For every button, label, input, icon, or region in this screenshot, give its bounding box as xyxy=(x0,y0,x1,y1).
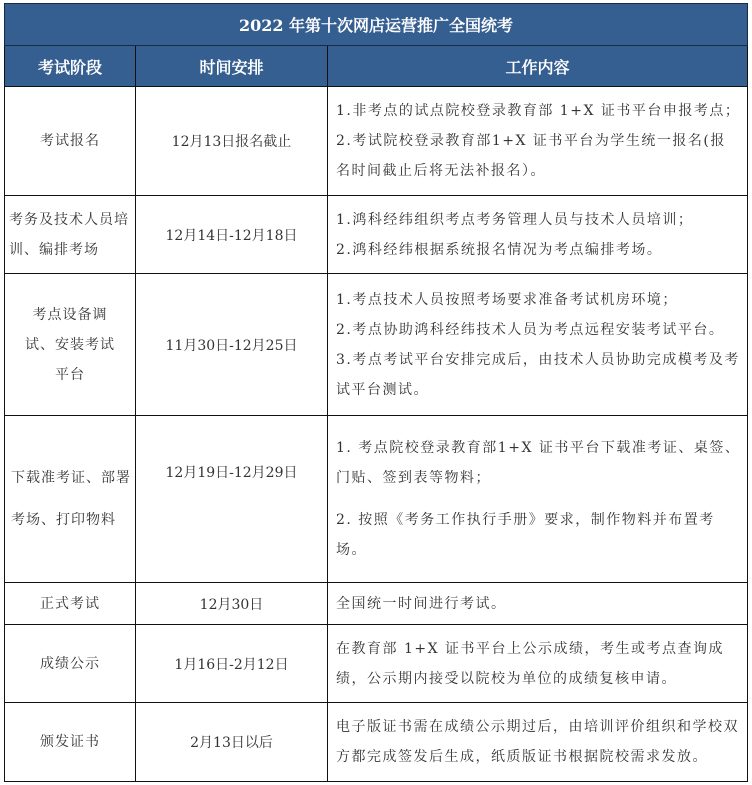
content-cell xyxy=(328,625,748,703)
time-cell: 2月13日以后 xyxy=(136,703,328,782)
content-cell xyxy=(328,196,748,274)
content-cell xyxy=(328,703,748,782)
stage-cell: 考试报名 xyxy=(5,87,136,196)
content-line: 电子版证书需在成绩公示期过后，由培训评价组织和学校双方都完成签发后生成，纸质版证书根据院校需求发放。 xyxy=(336,719,739,765)
table-row xyxy=(5,583,748,625)
content-line: 2. 按照《考务工作执行手册》要求，制作物料并布置考场。 xyxy=(336,512,715,558)
stage-cell: 正式考试 xyxy=(5,583,136,625)
table-row xyxy=(5,196,748,274)
column-header-stage: 考试阶段 xyxy=(5,46,136,87)
time-cell: 12月14日-12月18日 xyxy=(136,196,328,274)
table-title-row xyxy=(5,4,748,46)
table-row xyxy=(5,416,748,583)
content-line: 1.考点技术人员按照考场要求准备考试机房环境； xyxy=(336,291,678,308)
table-row xyxy=(5,274,748,416)
stage-cell: 下载准考证、部署考场、打印物料 xyxy=(5,416,136,583)
stage-cell: 考点设备调试、安装考试平台 xyxy=(5,274,136,416)
exam-schedule-table xyxy=(4,3,748,782)
time-cell: 1月16日-2月12日 xyxy=(136,625,328,703)
table-row xyxy=(5,703,748,782)
table-title: 2022 年第十次网店运营推广全国统考 xyxy=(5,4,748,46)
content-cell xyxy=(328,87,748,196)
table-header-row xyxy=(5,46,748,87)
column-header-time: 时间安排 xyxy=(136,46,328,87)
content-line: 在教育部 1+X 证书平台上公示成绩，考生或考点查询成绩，公示期内接受以院校为单位的成绩复核申请。 xyxy=(336,640,725,687)
content-line: 2.鸿科经纬根据系统报名情况为考点编排考场。 xyxy=(336,241,663,258)
stage-cell: 颁发证书 xyxy=(5,703,136,782)
content-line: 3.考点考试平台安排完成后，由技术人员协助完成模考及考试平台测试。 xyxy=(336,351,740,398)
time-cell: 11月30日-12月25日 xyxy=(136,274,328,416)
time-cell: 12月19日-12月29日 xyxy=(136,416,328,583)
content-line: 2.考点协助鸿科经纬技术人员为考点远程安装考试平台。 xyxy=(336,321,725,338)
content-line: 1.非考点的试点院校登录教育部 1+X 证书平台申报考点； xyxy=(336,103,741,119)
content-line: 1.鸿科经纬组织考点考务管理人员与技术人员培训； xyxy=(336,211,694,228)
column-header-content: 工作内容 xyxy=(328,46,748,87)
content-line: 全国统一时间进行考试。 xyxy=(336,595,507,612)
time-cell: 12月13日报名截止 xyxy=(136,87,328,196)
content-line: 1. 考点院校登录教育部1+X 证书平台下载准考证、桌签、门贴、签到表等物料； xyxy=(336,440,741,486)
content-line: 2.考试院校登录教育部1+X 证书平台为学生统一报名(报名时间截止后将无法补报名）。 xyxy=(336,133,726,179)
content-cell xyxy=(328,274,748,416)
content-cell xyxy=(328,583,748,625)
table-row xyxy=(5,87,748,196)
stage-cell: 成绩公示 xyxy=(5,625,136,703)
table-row xyxy=(5,625,748,703)
stage-cell: 考务及技术人员培训、编排考场 xyxy=(5,196,136,274)
content-cell xyxy=(328,416,748,583)
time-cell: 12月30日 xyxy=(136,583,328,625)
